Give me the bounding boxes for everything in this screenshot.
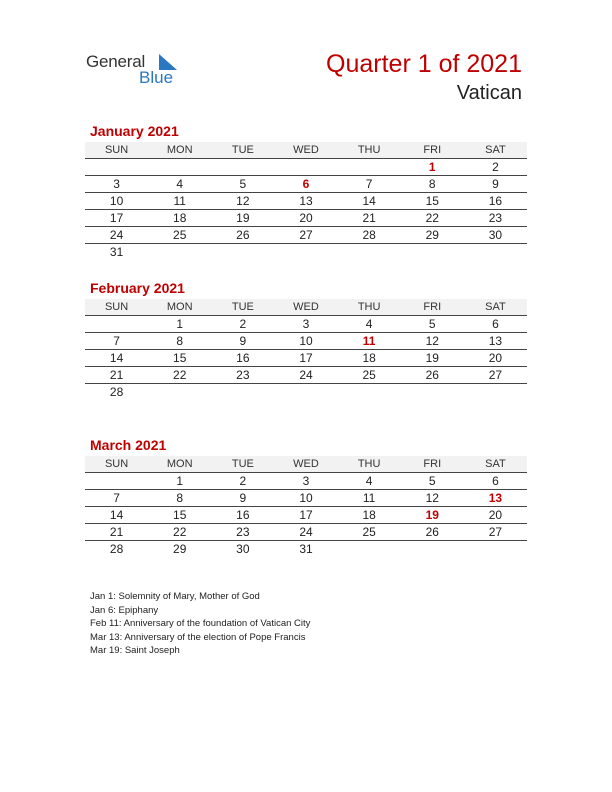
day-cell: 14 [85, 507, 148, 524]
empty-cell [211, 159, 274, 176]
day-cell: 5 [211, 176, 274, 193]
weekday-header: FRI [401, 142, 464, 159]
day-cell: 28 [109, 385, 124, 399]
week-row [85, 333, 527, 350]
day-cell: 7 [338, 176, 401, 193]
day-cell: 31 [299, 542, 313, 556]
day-cell: 16 [464, 193, 527, 210]
weekday-header: MON [148, 299, 211, 316]
week-row [85, 193, 527, 210]
holiday-day-cell: 11 [338, 333, 401, 350]
holiday-day-cell: 13 [464, 490, 527, 507]
day-cell: 8 [148, 490, 211, 507]
weekday-header: SUN [85, 299, 148, 316]
holiday-note: Jan 1: Solemnity of Mary, Mother of God [90, 591, 260, 602]
day-cell: 18 [338, 350, 401, 367]
day-cell: 8 [148, 333, 211, 350]
month-march [85, 436, 527, 557]
weekday-header: SUN [85, 142, 148, 159]
day-cell: 1 [148, 316, 211, 333]
day-cell: 19 [401, 350, 464, 367]
day-cell: 20 [464, 350, 527, 367]
holiday-note: Feb 11: Anniversary of the foundation of Vatican City [90, 618, 311, 629]
empty-cell [338, 244, 401, 261]
day-cell: 3 [85, 176, 148, 193]
weekday-header: TUE [211, 299, 274, 316]
weekday-header: THU [338, 142, 401, 159]
day-cell: 21 [338, 210, 401, 227]
day-cell: 23 [211, 524, 274, 541]
page-title: Quarter 1 of 2021 [326, 50, 522, 78]
day-cell: 16 [211, 507, 274, 524]
country-name: Vatican [456, 82, 522, 104]
day-cell: 7 [85, 490, 148, 507]
weekday-header: SAT [464, 142, 527, 159]
day-cell: 21 [85, 524, 148, 541]
week-row [85, 176, 527, 193]
day-cell: 24 [274, 524, 337, 541]
day-cell: 24 [85, 227, 148, 244]
day-cell: 8 [401, 176, 464, 193]
week-row [85, 244, 527, 261]
empty-cell [401, 244, 464, 261]
empty-cell [211, 244, 274, 261]
day-cell: 3 [274, 473, 337, 490]
day-cell: 22 [148, 524, 211, 541]
month-title: March 2021 [90, 437, 167, 453]
day-cell: 2 [211, 473, 274, 490]
day-cell: 21 [85, 367, 148, 384]
empty-cell [85, 159, 148, 176]
empty-cell [274, 244, 337, 261]
empty-cell [148, 244, 211, 261]
empty-cell [148, 159, 211, 176]
day-cell: 4 [338, 473, 401, 490]
day-cell: 13 [274, 193, 337, 210]
day-cell: 13 [464, 333, 527, 350]
week-row [85, 384, 527, 401]
day-cell: 11 [338, 490, 401, 507]
month-february [85, 279, 527, 400]
day-cell: 1 [148, 473, 211, 490]
day-cell: 27 [464, 524, 527, 541]
empty-cell [274, 384, 337, 401]
day-cell: 15 [148, 350, 211, 367]
day-cell: 5 [401, 316, 464, 333]
day-cell: 17 [274, 350, 337, 367]
weekday-header: THU [338, 299, 401, 316]
month-january [85, 122, 527, 260]
holiday-note: Mar 19: Saint Joseph [90, 645, 180, 656]
week-row [85, 350, 527, 367]
day-cell: 10 [85, 193, 148, 210]
day-cell: 6 [464, 316, 527, 333]
week-row [85, 524, 527, 541]
weekday-header: SAT [464, 456, 527, 473]
day-cell: 9 [464, 176, 527, 193]
holiday-note: Mar 13: Anniversary of the election of Pope Francis [90, 631, 306, 643]
week-row [85, 490, 527, 507]
day-cell: 18 [148, 210, 211, 227]
weekday-header: MON [148, 456, 211, 473]
weekday-header: FRI [401, 299, 464, 316]
day-cell: 25 [338, 367, 401, 384]
month-title: January 2021 [90, 123, 179, 139]
day-cell: 7 [85, 333, 148, 350]
day-cell: 9 [211, 490, 274, 507]
day-cell: 20 [274, 210, 337, 227]
day-cell: 11 [148, 193, 211, 210]
holiday-day-cell: 6 [274, 176, 337, 193]
weekday-header: SAT [464, 299, 527, 316]
day-cell: 26 [401, 367, 464, 384]
weekday-header: WED [274, 142, 337, 159]
week-row [85, 541, 527, 558]
day-cell: 29 [401, 227, 464, 244]
day-cell: 20 [464, 507, 527, 524]
week-row [85, 210, 527, 227]
day-cell: 2 [464, 159, 527, 176]
weekday-header: THU [338, 456, 401, 473]
day-cell: 17 [274, 507, 337, 524]
day-cell: 17 [85, 210, 148, 227]
generalblue-logo [86, 52, 196, 92]
weekday-header: WED [274, 456, 337, 473]
calendar-grid [85, 299, 527, 400]
day-cell: 23 [211, 367, 274, 384]
day-cell: 27 [464, 367, 527, 384]
day-cell: 26 [401, 524, 464, 541]
empty-cell [401, 541, 464, 558]
day-cell: 12 [401, 333, 464, 350]
empty-cell [464, 384, 527, 401]
day-cell: 30 [236, 542, 250, 556]
week-row [85, 316, 527, 333]
week-row [85, 159, 527, 176]
holiday-day-cell: 1 [401, 159, 464, 176]
calendar-grid [85, 142, 527, 260]
day-cell: 23 [464, 210, 527, 227]
weekday-header: TUE [211, 142, 274, 159]
weekday-header: SUN [85, 456, 148, 473]
weekday-header: WED [274, 299, 337, 316]
day-cell: 28 [109, 542, 124, 556]
weekday-header: MON [148, 142, 211, 159]
week-row [85, 473, 527, 490]
month-title: February 2021 [90, 280, 185, 296]
day-cell: 2 [211, 316, 274, 333]
calendar-grid [85, 456, 527, 557]
logo-text-general: General [86, 52, 146, 71]
day-cell: 22 [401, 210, 464, 227]
empty-cell [338, 384, 401, 401]
day-cell: 4 [148, 176, 211, 193]
empty-cell [211, 384, 274, 401]
day-cell: 4 [338, 316, 401, 333]
day-cell: 3 [274, 316, 337, 333]
empty-cell [338, 159, 401, 176]
day-cell: 25 [148, 227, 211, 244]
holiday-note: Jan 6: Epiphany [90, 604, 159, 616]
empty-cell [85, 473, 148, 490]
day-cell: 30 [464, 227, 527, 244]
empty-cell [148, 384, 211, 401]
day-cell: 12 [401, 490, 464, 507]
day-cell: 24 [274, 367, 337, 384]
empty-cell [85, 316, 148, 333]
day-cell: 22 [148, 367, 211, 384]
empty-cell [274, 159, 337, 176]
day-cell: 12 [211, 193, 274, 210]
day-cell: 14 [85, 350, 148, 367]
day-cell: 19 [211, 210, 274, 227]
day-cell: 9 [211, 333, 274, 350]
day-cell: 10 [274, 490, 337, 507]
day-cell: 15 [401, 193, 464, 210]
week-row [85, 227, 527, 244]
empty-cell [464, 244, 527, 261]
day-cell: 10 [274, 333, 337, 350]
day-cell: 14 [338, 193, 401, 210]
week-row [85, 367, 527, 384]
empty-cell [338, 541, 401, 558]
day-cell: 28 [338, 227, 401, 244]
day-cell: 27 [274, 227, 337, 244]
empty-cell [464, 541, 527, 558]
holiday-day-cell: 19 [401, 507, 464, 524]
day-cell: 16 [211, 350, 274, 367]
day-cell: 6 [464, 473, 527, 490]
day-cell: 18 [338, 507, 401, 524]
day-cell: 31 [109, 245, 124, 259]
day-cell: 15 [148, 507, 211, 524]
day-cell: 26 [211, 227, 274, 244]
day-cell: 25 [338, 524, 401, 541]
day-cell: 29 [173, 542, 187, 556]
weekday-header: TUE [211, 456, 274, 473]
day-cell: 5 [401, 473, 464, 490]
holiday-notes [90, 590, 310, 658]
weekday-header: FRI [401, 456, 464, 473]
empty-cell [401, 384, 464, 401]
logo-text-blue: Blue [139, 68, 174, 87]
week-row [85, 507, 527, 524]
